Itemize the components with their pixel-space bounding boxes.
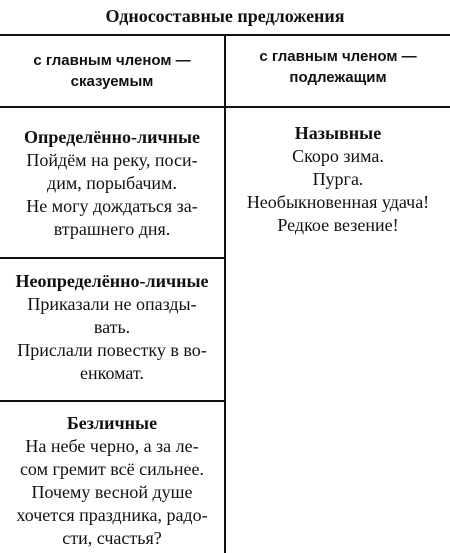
nominative-cell <box>226 122 450 237</box>
definite-personal-line: Не могу дождаться за- <box>26 196 198 216</box>
nominative-line: Необыкновенная удача! <box>246 192 430 212</box>
indefinite-personal-title: Неопределённо-личные <box>15 271 209 291</box>
left-header-line-2: сказуемым <box>70 73 154 90</box>
right-header-line-1: с главным членом — <box>259 48 417 65</box>
right-header-line-2: подлежащим <box>289 69 387 86</box>
definite-personal-line: втрашнего дня. <box>53 219 171 239</box>
column-divider <box>224 36 226 553</box>
indefinite-personal-line: вать. <box>93 317 131 337</box>
nominative-title: Назывные <box>294 123 382 143</box>
impersonal-line: Почему весной душе <box>31 482 193 502</box>
left-row-divider-1 <box>0 257 225 259</box>
left-row-divider-2 <box>0 400 225 402</box>
impersonal-line: хочется праздника, радо- <box>16 505 208 525</box>
definite-personal-line: дим, порыбачим. <box>47 173 177 193</box>
definite-personal-cell <box>0 126 224 241</box>
indefinite-personal-line: Приказали не опазды- <box>27 294 197 314</box>
impersonal-title: Безличные <box>66 413 158 433</box>
sentence-types-table <box>0 34 450 551</box>
indefinite-personal-cell <box>0 270 224 385</box>
indefinite-personal-line: Прислали повестку в во- <box>17 340 207 360</box>
left-header-line-1: с главным членом — <box>33 52 191 69</box>
definite-personal-line: Пойдём на реку, поси- <box>26 150 198 170</box>
left-column-header <box>0 50 224 92</box>
nominative-line: Скоро зима. <box>292 146 384 166</box>
page-title: Односоставные предложения <box>105 6 345 26</box>
impersonal-line: На небе черно, а за ле- <box>25 436 199 456</box>
impersonal-line: сти, счастья? <box>62 528 162 548</box>
impersonal-cell <box>0 412 224 550</box>
definite-personal-title: Определённо-личные <box>23 127 201 147</box>
impersonal-line: сом гремит всё сильнее. <box>19 459 205 479</box>
indefinite-personal-line: енкомат. <box>80 363 144 383</box>
nominative-line: Пурга. <box>312 169 364 189</box>
nominative-line: Редкое везение! <box>277 215 399 235</box>
right-column-header <box>226 46 450 88</box>
header-divider <box>0 106 450 108</box>
